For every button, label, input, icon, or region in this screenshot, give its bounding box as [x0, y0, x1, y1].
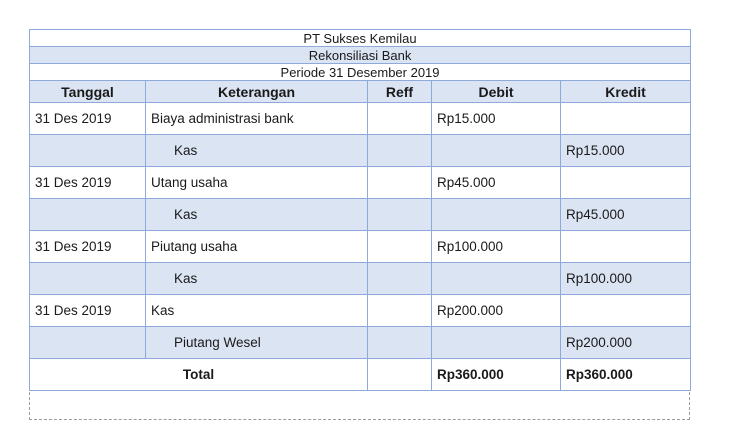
cell-keterangan: Kas — [146, 295, 368, 327]
cell-kredit: Rp200.000 — [561, 327, 691, 359]
header-debit: Debit — [432, 81, 561, 103]
header-kredit: Kredit — [561, 81, 691, 103]
cell-debit — [432, 199, 561, 231]
cell-keterangan: Kas — [146, 199, 368, 231]
cell-tanggal: 31 Des 2019 — [30, 103, 146, 135]
cell-keterangan: Piutang Wesel — [146, 327, 368, 359]
cell-tanggal: 31 Des 2019 — [30, 295, 146, 327]
total-debit: Rp360.000 — [432, 359, 561, 391]
cell-keterangan: Kas — [146, 135, 368, 167]
cell-keterangan: Utang usaha — [146, 167, 368, 199]
cell-kredit: Rp45.000 — [561, 199, 691, 231]
cell-reff — [368, 327, 432, 359]
cell-tanggal — [30, 263, 146, 295]
header-tanggal: Tanggal — [30, 81, 146, 103]
cell-tanggal: 31 Des 2019 — [30, 231, 146, 263]
cell-kredit — [561, 231, 691, 263]
period-row — [30, 64, 691, 81]
cell-kredit: Rp100.000 — [561, 263, 691, 295]
cell-kredit — [561, 167, 691, 199]
cell-keterangan: Kas — [146, 263, 368, 295]
cell-debit — [432, 135, 561, 167]
header-reff: Reff — [368, 81, 432, 103]
company-name: PT Sukses Kemilau — [30, 30, 691, 47]
total-label: Total — [30, 359, 368, 391]
cell-debit — [432, 263, 561, 295]
cell-kredit: Rp15.000 — [561, 135, 691, 167]
cell-keterangan: Biaya administrasi bank — [146, 103, 368, 135]
table-row — [30, 167, 691, 199]
cell-debit: Rp100.000 — [432, 231, 561, 263]
cell-reff — [368, 295, 432, 327]
cell-tanggal — [30, 135, 146, 167]
cell-debit — [432, 327, 561, 359]
cell-kredit — [561, 103, 691, 135]
report-period: Periode 31 Desember 2019 — [30, 64, 691, 81]
table-row — [30, 327, 691, 359]
cell-kredit — [561, 295, 691, 327]
table-row — [30, 263, 691, 295]
table-row — [30, 199, 691, 231]
table-row — [30, 135, 691, 167]
report-title: Rekonsiliasi Bank — [30, 47, 691, 64]
cell-reff — [368, 135, 432, 167]
report-title-row — [30, 47, 691, 64]
table-row — [30, 295, 691, 327]
cell-reff — [368, 231, 432, 263]
cell-keterangan: Piutang usaha — [146, 231, 368, 263]
header-row — [30, 81, 691, 103]
total-kredit: Rp360.000 — [561, 359, 691, 391]
table-row — [30, 231, 691, 263]
cell-tanggal — [30, 327, 146, 359]
header-keterangan: Keterangan — [146, 81, 368, 103]
cell-reff — [368, 263, 432, 295]
cell-reff — [368, 103, 432, 135]
cell-debit: Rp15.000 — [432, 103, 561, 135]
company-title-row — [30, 30, 691, 47]
cell-debit: Rp200.000 — [432, 295, 561, 327]
cell-reff — [368, 167, 432, 199]
table-row — [30, 103, 691, 135]
total-reff — [368, 359, 432, 391]
reconciliation-table — [29, 29, 691, 391]
cell-tanggal: 31 Des 2019 — [30, 167, 146, 199]
cell-debit: Rp45.000 — [432, 167, 561, 199]
cell-tanggal — [30, 199, 146, 231]
total-row — [30, 359, 691, 391]
cell-reff — [368, 199, 432, 231]
